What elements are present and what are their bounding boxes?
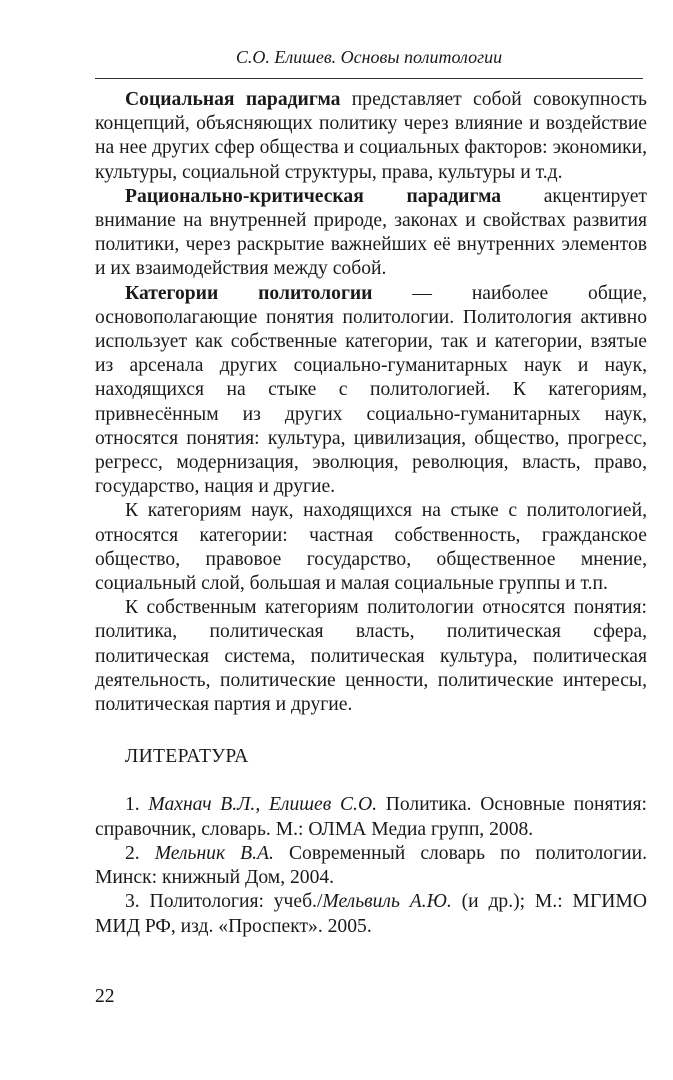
literature-item bbox=[95, 793, 647, 841]
paragraph-text: представляет собой совокупность концепций, объясняющих политику через влияние и воздействие на нее других сфер общества и социальных факторов: экономики, культуры, социальной структуры, права, культуры и т.д. bbox=[95, 89, 647, 183]
paragraph-categories bbox=[95, 282, 647, 500]
item-authors: Мельвиль А.Ю. bbox=[322, 891, 452, 913]
page-number: 22 bbox=[95, 986, 115, 1007]
literature-item bbox=[95, 842, 647, 890]
term: Категории политологии bbox=[125, 282, 373, 304]
item-text: Политика. Основные понятия: справочник, словарь. М.: ОЛМА Медиа групп, 2008. bbox=[95, 794, 648, 840]
paragraph-own-categories bbox=[95, 596, 647, 717]
term: Рационально-критическая парадигма bbox=[125, 185, 502, 207]
item-number: 2. bbox=[125, 842, 155, 864]
item-authors: Махнач В.Л., Елишев С.О. bbox=[148, 794, 377, 816]
item-number: 1. bbox=[125, 794, 149, 816]
paragraph-rational-critical-paradigm bbox=[95, 185, 647, 282]
paragraph-social-paradigm bbox=[95, 88, 647, 185]
item-text: (и др.); М.: МГИМО МИД РФ, изд. «Проспект». 2005. bbox=[95, 891, 648, 937]
page-body bbox=[95, 88, 647, 939]
item-text: Современный словарь по политологии. Минск: книжный Дом, 2004. bbox=[95, 842, 648, 889]
paragraph-text: К собственным категориям политологии относятся понятия: политика, политическая власть, политическая сфера, политическая система, политическая культура, политическая деятельность, политические ценности, политические интересы, политическая партия и другие. bbox=[95, 597, 647, 716]
paragraph-text: акцентирует внимание на внутренней природе, законах и свойствах развития политики, через раскрытие важнейших её внутренних элементов и их взаимодействия между собой. bbox=[95, 185, 647, 280]
term: Социальная парадигма bbox=[125, 89, 341, 110]
paragraph-border-sciences bbox=[95, 499, 647, 596]
literature-heading: ЛИТЕРАТУРА bbox=[125, 746, 249, 768]
running-header bbox=[95, 40, 643, 79]
paragraph-text: — наиболее общие, основополагающие понятия политологии. Политология активно использует как собственные категории, так и категории, взятые из арсенала других социально-гуманитарных наук и наук, находящихся на стыке с политологией. К категориям, привнесённым из других социально-гуманитарных наук, относятся понятия: культура, цивилизация, общество, прогресс, регресс, модернизация, эволюция, революция, власть, право, государство, нация и другие. bbox=[95, 282, 647, 498]
literature-item bbox=[95, 890, 647, 938]
item-prefix: Политология: учеб./ bbox=[149, 891, 323, 913]
item-number: 3. bbox=[125, 891, 150, 913]
item-authors: Мельник В.А. bbox=[154, 842, 274, 864]
paragraph-text: К категориям наук, находящихся на стыке с политологией, относятся категории: частная собственность, гражданское общество, правовое государство, общественное мнение, социальный слой, большая и малая социальные группы и т.п. bbox=[95, 500, 647, 595]
running-title: С.О. Елишев. Основы политологии bbox=[235, 47, 503, 67]
